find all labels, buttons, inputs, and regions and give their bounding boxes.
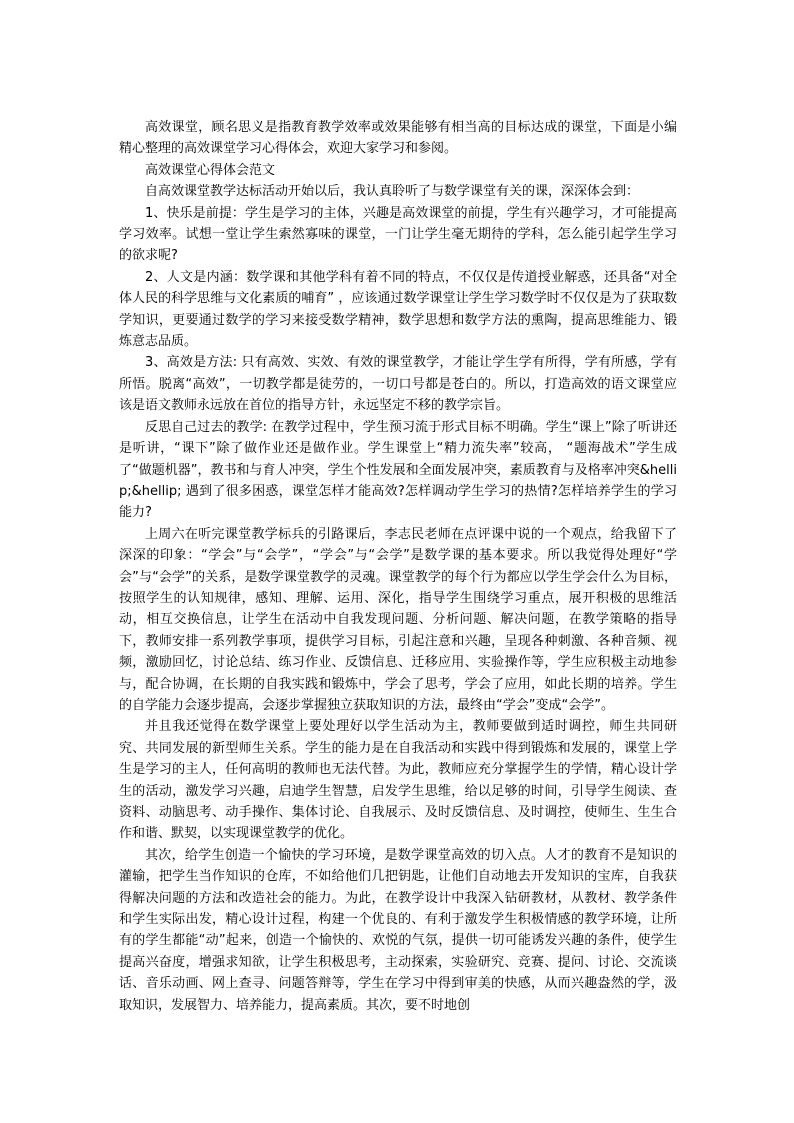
opening-paragraph: 自高效课堂教学达标活动开始以后，我认真聆听了与数学课堂有关的课，深深体会到： [145,184,640,200]
observation-paragraph: 上周六在听完课堂教学标兵的引路课后，李志民老师在点评课中说的一个观点，给我留下了深深的印象：“学会”与“会学”，“学会”与“会学”是数学课的基本要求。所以我觉得处理好“学会”与“会学”的关系，是数学课堂教学的灵魂。课堂教学的每个行为都应以学生学会什么为目标，按照学生的认知规律，感知、理解、运用、深化，指导学生围绕学习重点，展开积极的思维活动，相互交换信息，让学生在活动中自我发现问题、分析问题、解决问题，在教学策略的指导下，教师安排一系列教学事项，提供学习目标，引起注意和兴趣，呈现各种刺激、各种音频、视频，激励回忆，讨论总结、练习作业、反馈信息、迁移应用、实验操作等，学生应积极主动地参与，配合协调，在长期的自我实践和锻炼中，学会了思考，学会了应用，如此长期的培养。学生的自学能力会逐步提高，会逐步掌握独立获取知识的方法，最终由“学会”变成“会学”。 [119,526,677,713]
teacher-role-paragraph: 并且我还觉得在数学课堂上要处理好以学生活动为主，教师要做到适时调控，师生共同研究、共同发展的新型师生关系。学生的能力是在自我活动和实践中得到锻炼和发展的，课堂上学生是学习的主人，任何高明的教师也无法代替。为此，教师应充分掌握学生的学情，精心设计学生的活动，激发学习兴趣，启迪学生智慧，启发学生思维，给以足够的时间，引导学生阅读、查资料、动脑思考、动手操作、集体讨论、自我展示、及时反馈信息、及时调控，使师生、生生合作和谐、默契，以实现课堂教学的优化。 [119,719,677,842]
point-2-paragraph: 2、人文是内涵：数学课和其他学科有着不同的特点，不仅仅是传道授业解惑，还具备“对全体人民的科学思维与文化素质的哺育” ，应该通过数学课堂让学生学习数学时不仅仅是为了获取数学知识，更要通过数学的学习来接受数学精神，数学思想和数学方法的熏陶，提高思维能力、锻炼意志品质。 [119,269,677,350]
reflection-paragraph: 反思自己过去的教学: 在教学过程中，学生预习流于形式目标不明确。学生“课上”除了听讲还是听讲，“课下”除了做作业还是做作业。学生课堂上“精力流失率”较高， “题海战术”学生成了“做题机器”，教书和与育人冲突，学生个性发展和全面发展冲突，素质教育与及格率冲突&hellip;&hellip; 遇到了很多困惑，课堂怎样才能高效?怎样调动学生学习的热情?怎样培养学生的学习能力? [119,419,677,521]
point-3-paragraph: 3、高效是方法: 只有高效、实效、有效的课堂教学，才能让学生学有所得，学有所感，学有所悟。脱离“高效”，一切教学都是徒劳的，一切口号都是苍白的。所以，打造高效的语文课堂应该是语文教师永远放在首位的指导方针，永远坚定不移的教学宗旨。 [119,355,677,414]
intro-paragraph: 高效课堂，顾名思义是指教育教学效率或效果能够有相当高的目标达成的课堂，下面是小编精心整理的高效课堂学习心得体会，欢迎大家学习和参阅。 [119,120,677,157]
document-body [119,117,677,1016]
environment-paragraph: 其次，给学生创造一个愉快的学习环境，是数学课堂高效的切入点。人才的教育不是知识的灌输，把学生当作知识的仓库，不如给他们几把钥匙，让他们自动地去开发知识的宝库，自我获得解决问题的方法和改造社会的能力。为此，在教学设计中我深入钻研教材，从教材、教学条件和学生实际出发，精心设计过程，构建一个优良的、有利于激发学生积极情感的教学环境，让所有的学生都能“动”起来，创造一个愉快的、欢悦的气氛，提供一切可能诱发兴趣的条件，使学生提高兴奋度，增强求知欲，让学生积极思考，主动探索，实验研究、竞赛、提问、讨论、交流谈话、音乐动画、网上查寻、问题答辩等，学生在学习中得到审美的快感，从而兴趣盎然的学，汲取知识，发展智力、培养能力，提高素质。其次，要不时地创 [119,847,677,1013]
point-1-paragraph: 1、快乐是前提：学生是学习的主体，兴趣是高效课堂的前提，学生有兴趣学习，才可能提高学习效率。试想一堂让学生索然寡味的课堂，一门让学生毫无期待的学科，怎么能引起学生学习的欲求呢? [119,205,677,264]
section-heading: 高效课堂心得体会范文 [145,162,276,178]
